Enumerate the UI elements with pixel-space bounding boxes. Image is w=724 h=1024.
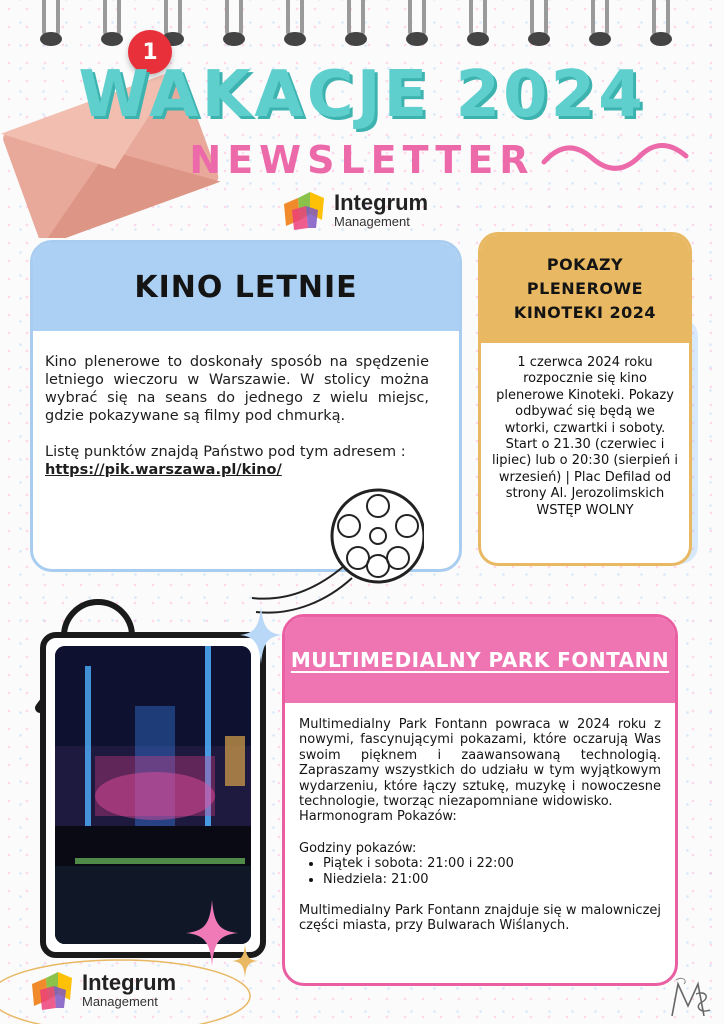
logo-subname: Management	[334, 213, 410, 229]
wave-decoration-icon	[540, 140, 690, 174]
ring-icon	[591, 0, 609, 40]
logo-name: Integrum	[82, 969, 177, 995]
signature-monogram	[666, 976, 714, 1020]
park-fontann-card	[282, 614, 678, 986]
page-title: WAKACJE 2024	[78, 58, 646, 132]
ring-icon	[347, 0, 365, 40]
logo-subname: Management	[82, 993, 158, 1009]
ring-icon	[530, 0, 548, 40]
kino-letnie-list-note: Listę punktów znajdą Państwo pod tym adresem :	[45, 444, 406, 460]
film-reel-icon	[248, 478, 424, 618]
pokazy-entry: WSTĘP WOLNY	[536, 502, 634, 518]
ring-icon	[42, 0, 60, 40]
ring-icon	[286, 0, 304, 40]
ring-icon	[225, 0, 243, 40]
pokazy-schedule: Start o 21.30 (czerwiec i lipiec) lub o 20:30 (sierpień i wrzesień) | Plac Defilad od strony Al. Jerozolimskich	[492, 437, 678, 502]
notification-badge: 1	[128, 30, 172, 74]
integrum-logo-icon	[30, 970, 74, 1010]
kino-letnie-description: Kino plenerowe to doskonały sposób na spędzenie letniego wieczoru w Warszawie. W stolicy można wybrać się na seans do jednego z wielu miejsc, gdzie pokazywane są filmy pod chmurką.	[45, 354, 429, 424]
park-fontann-location: Multimedialny Park Fontann znajduje się w malowniczej części miasta, przy Bulwarach Wiślanych.	[299, 903, 661, 934]
newsletter-heading: NEWSLETTER	[189, 138, 535, 182]
logo-name: Integrum	[334, 189, 429, 215]
pokazy-plenerowe-card	[478, 232, 692, 566]
kino-letnie-title: KINO LETNIE	[33, 243, 459, 331]
ring-icon	[103, 0, 121, 40]
ring-icon	[469, 0, 487, 40]
sparkle-icon	[240, 606, 282, 664]
park-fontann-hours-label: Godziny pokazów:	[299, 840, 417, 856]
pokazy-title: POKAZY PLENEROWE KINOTEKI 2024	[481, 235, 689, 343]
integrum-logo-icon	[282, 190, 326, 230]
pokazy-description: 1 czerwca 2024 roku rozpocznie się kino plenerowe Kinoteki. Pokazy odbywać się będą we wtorki, czwartki i soboty.	[496, 355, 674, 436]
park-fontann-harmonogram: Harmonogram Pokazów:	[299, 809, 457, 825]
integrum-logo	[282, 190, 428, 230]
integrum-logo-footer	[30, 970, 176, 1010]
ring-icon	[164, 0, 182, 40]
kino-letnie-link[interactable]: https://pik.warszawa.pl/kino/	[45, 462, 282, 478]
park-fontann-hours-list	[299, 856, 661, 887]
ring-icon	[652, 0, 670, 40]
list-item: • Piątek i sobota: 21:00 i 22:00	[323, 856, 661, 871]
park-fontann-description: Multimedialny Park Fontann powraca w 2024 roku z nowymi, fascynującymi pokazami, które oczarują Was swoim pięknem i zaawansowaną technologią. Zapraszamy wszystkich do udziału w tym wyjątkowym wydarzeniu, które łączy sztukę, muzykę i nowoczesne technologie, tworząc niezapomniane widowisko.	[299, 717, 661, 810]
list-item: • Niedziela: 21:00	[323, 872, 661, 887]
ring-icon	[408, 0, 426, 40]
park-fontann-title: MULTIMEDIALNY PARK FONTANN	[285, 617, 675, 703]
